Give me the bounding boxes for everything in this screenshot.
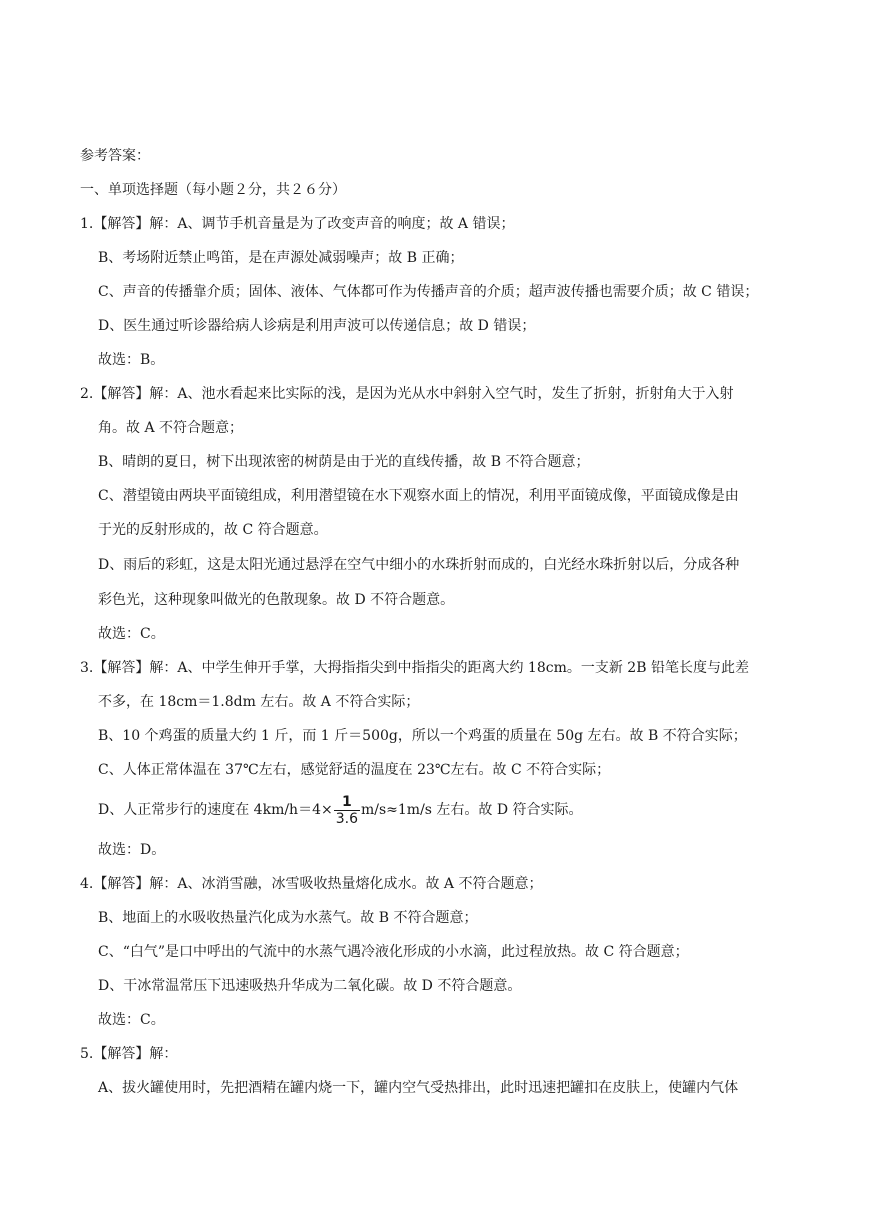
q1-line-2: B、考场附近禁止鸣笛，是在声源处减弱噪声；故 B 正确； (98, 250, 464, 266)
answer-heading: 参考答案： (80, 148, 150, 164)
q1-line-4: D、医生通过听诊器给病人诊病是利用声波可以传递信息；故 D 错误； (98, 318, 536, 334)
q3-line-1: 3.【解答】解：A、中学生伸开手掌，大拇指指尖到中指指尖的距离大约 18cm。一支新 2B 铅笔长度与此差 (80, 660, 749, 676)
q2-answer: 故选：C。 (98, 626, 165, 642)
q3-line-5-prefix: D、人正常步行的速度在 4km/h＝4× (98, 802, 333, 818)
q3-line-2: 不多，在 18cm＝1.8dm 左右。故 A 不符合实际； (98, 694, 420, 710)
q4-line-3: C、“白气”是口中呼出的气流中的水蒸气遇冷液化形成的小水滴，此过程放热。故 C 符合题意； (98, 944, 689, 960)
q2-line-2: 角。故 A 不符合题意； (98, 420, 244, 436)
q2-line-4: C、潜望镜由两块平面镜组成，利用潜望镜在水下观察水面上的情况，利用平面镜成像，平面镜成像是由 (98, 488, 739, 504)
q5-line-2: A、拔火罐使用时，先把酒精在罐内烧一下，罐内空气受热排出，此时迅速把罐扣在皮肤上，使罐内气体 (98, 1080, 739, 1096)
q2-line-6: D、雨后的彩虹，这是太阳光通过悬浮在空气中细小的水珠折射而成的，白光经水珠折射以后，分成各种 (98, 557, 740, 573)
q3-line-4: C、人体正常体温在 37℃左右，感觉舒适的温度在 23℃左右。故 C 不符合实际； (98, 762, 611, 778)
q2-line-7: 彩色光，这种现象叫做光的色散现象。故 D 不符合题意。 (98, 592, 455, 608)
q3-line-5 (98, 790, 583, 830)
q5-line-1: 5.【解答】解： (80, 1046, 178, 1062)
q3-answer: 故选：D。 (98, 842, 166, 858)
q4-line-4: D、干冰常温常压下迅速吸热升华成为二氧化碳。故 D 不符合题意。 (98, 978, 522, 994)
fraction (334, 794, 360, 827)
q4-answer: 故选：C。 (98, 1012, 165, 1028)
fraction-denominator: 3.6 (335, 810, 358, 827)
q3-line-3: B、10 个鸡蛋的质量大约 1 斤，而 1 斤＝500g，所以一个鸡蛋的质量在 50g 左右。故 B 不符合实际； (98, 728, 747, 744)
fraction-numerator: 1 (334, 794, 360, 811)
q1-line-3: C、声音的传播靠介质；固体、液体、气体都可作为传播声音的介质；超声波传播也需要介质；故 C 错误； (98, 284, 759, 300)
q2-line-1: 2.【解答】解：A、池水看起来比实际的浅，是因为光从水中斜射入空气时，发生了折射，折射角大于入射 (80, 386, 734, 402)
q1-answer: 故选：B。 (98, 352, 165, 368)
q1-line-1: 1.【解答】解：A、调节手机音量是为了改变声音的响度；故 A 错误； (80, 216, 515, 232)
q3-line-5-suffix: m/s≈1m/s 左右。故 D 符合实际。 (360, 802, 583, 818)
q2-line-3: B、晴朗的夏日，树下出现浓密的树荫是由于光的直线传播，故 B 不符合题意； (98, 454, 590, 470)
section-title: 一、单项选择题（每小题２分，共２６分） (80, 182, 346, 198)
q4-line-1: 4.【解答】解：A、冰消雪融，冰雪吸收热量熔化成水。故 A 不符合题意； (80, 876, 543, 892)
q4-line-2: B、地面上的水吸收热量汽化成为水蒸气。故 B 不符合题意； (98, 910, 478, 926)
q2-line-5: 于光的反射形成的，故 C 符合题意。 (98, 522, 328, 538)
